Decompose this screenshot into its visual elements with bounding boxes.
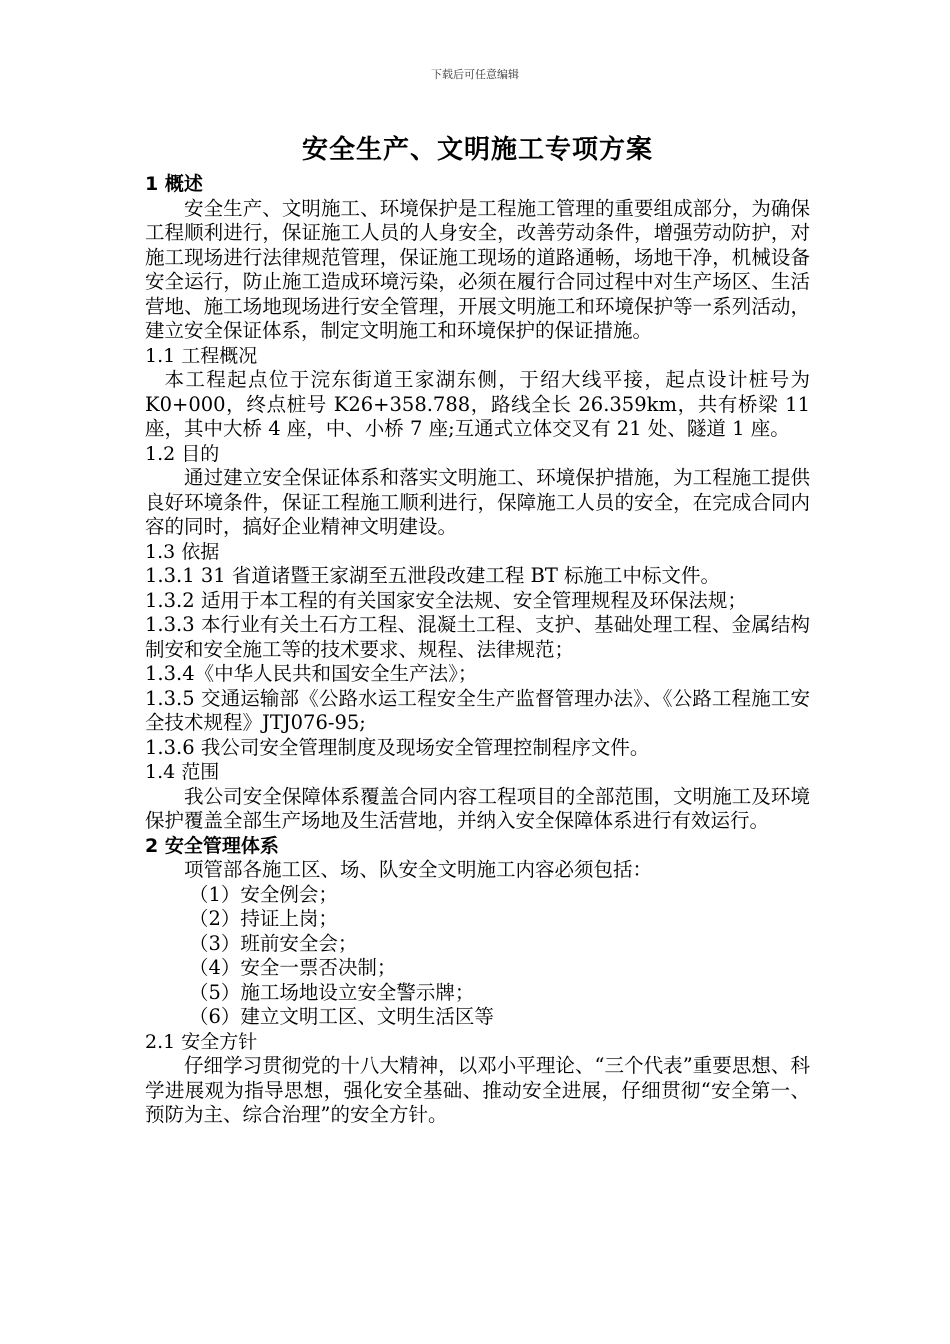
basis-item-2: 1.3.2 适用于本工程的有关国家安全法规、安全管理规程及环保法规； (145, 588, 747, 612)
section-1-2-paragraph: 通过建立安全保证体系和落实文明施工、环境保护措施，为工程施工提供良好环境条件，保证工程施工顺利进行，保障施工人员的安全，在完成合同内容的同时，搞好企业精神文明建设。 (145, 466, 810, 538)
section-1-heading: 1 概述 (145, 173, 203, 195)
section-1-1-paragraph: 本工程起点位于浣东街道王家湖东侧，于绍大线平接，起点设计桩号为 K0+000，终点桩号 K26+358.788，路线全长 26.359km，共有桥梁 11 座，其中大桥 4 座，中、小桥 7 座;互通式立体交叉有 21 处、隧道 1 座。 (145, 368, 810, 440)
section-1-3-heading: 1.3 依据 (145, 540, 220, 563)
section-1-4-heading: 1.4 范围 (145, 761, 220, 783)
list-item: （1）安全例会； (189, 882, 338, 906)
list-item: （6）建立文明工区、文明生活区等 (189, 1005, 494, 1028)
list-item: （5）施工场地设立安全警示牌； (189, 980, 475, 1004)
section-2-1-heading: 2.1 安全方针 (145, 1030, 258, 1053)
list-item: （2）持证上岗； (189, 907, 338, 930)
list-item: （3）班前安全会； (189, 931, 358, 955)
document-body (145, 130, 810, 1128)
basis-item-4: 1.3.4《中华人民共和国安全生产法》； (145, 662, 478, 685)
section-2-heading: 2 安全管理体系 (145, 834, 279, 857)
section-1-paragraph: 安全生产、文明施工、环境保护是工程施工管理的重要组成部分，为确保工程顺利进行，保证施工人员的人身安全，改善劳动条件，增强劳动防护，对施工现场进行法律规范管理，保证施工现场的道路通畅，场地干净，机械设备安全运行，防止施工造成环境污染，必须在履行合同过程中对生产场区、生活营地、施工场地现场进行安全管理，开展文明施工和环境保护等一系列活动，建立安全保证体系，制定文明施工和环境保护的保证措施。 (145, 196, 810, 342)
basis-item-6: 1.3.6 我公司安全管理制度及现场安全管理控制程序文件。 (145, 735, 650, 759)
basis-item-1: 1.3.1 31 省道诸暨王家湖至五泄段改建工程 BT 标施工中标文件。 (145, 564, 721, 587)
section-1-4-paragraph: 我公司安全保障体系覆盖合同内容工程项目的全部范围，文明施工及环境保护覆盖全部生产场地及生活营地，并纳入安全保障体系进行有效运行。 (145, 784, 810, 832)
section-2-1-paragraph: 仔细学习贯彻党的十八大精神，以邓小平理论、“三个代表”重要思想、科学进展观为指导思想，强化安全基础、推动安全进展，仔细贯彻“安全第一、预防为主、综合治理”的安全方针。 (145, 1054, 810, 1126)
header-note: 下载后可任意编辑 (431, 68, 519, 81)
basis-item-5: 1.3.5 交通运输部《公路水运工程安全生产监督管理办法》、《公路工程施工安全技术规程》JTJ076-95; (145, 686, 810, 734)
list-item: （4）安全一票否决制； (189, 956, 397, 979)
document-title: 安全生产、文明施工专项方案 (301, 135, 653, 165)
basis-item-3: 1.3.3 本行业有关土石方工程、混凝土工程、支护、基础处理工程、金属结构制安和安全施工等的技术要求、规程、法律规范； (145, 613, 810, 661)
section-2-intro: 项管部各施工区、场、队安全文明施工内容必须包括： (184, 858, 653, 881)
section-1-2-heading: 1.2 目的 (145, 442, 220, 465)
section-1-1-heading: 1.1 工程概况 (145, 344, 258, 367)
